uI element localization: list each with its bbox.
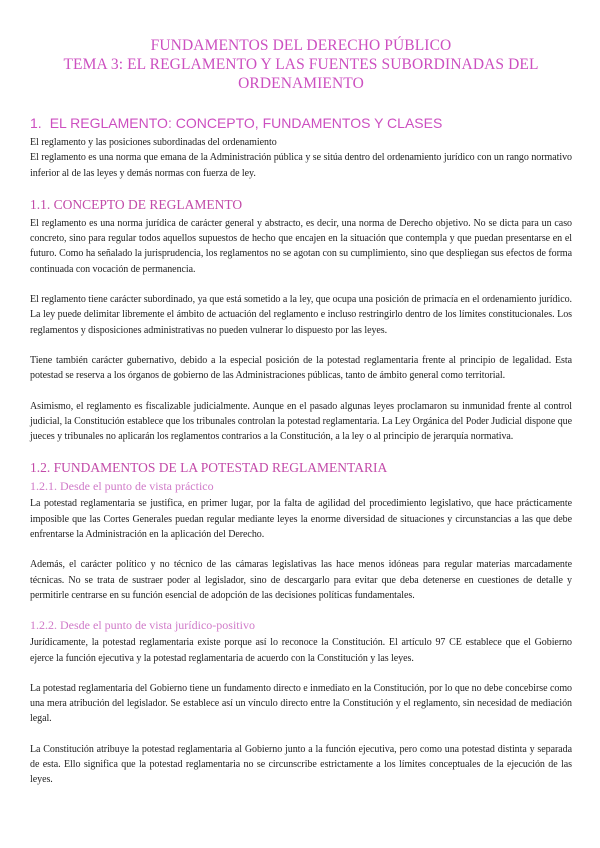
section-1-1-heading: 1.1. CONCEPTO DE REGLAMENTO — [30, 196, 243, 212]
section-1-2-1-paragraph-1: La potestad reglamentaria se justifica, en primer lugar, por la falta de agilidad del procedimiento legislativo, que hace prácticamente imposible que las Cortes Generales puedan regular mediante leyes la enorme diversidad de situaciones y circunstancias a las que debe enfrentarse la Administración en la aplicación del Derecho. — [30, 498, 572, 541]
section-1-1-paragraph-2: El reglamento tiene carácter subordinado, ya que está sometido a la ley, que ocupa una posición de primacía en el ordenamiento jurídico. La ley puede delimitar libremente el ámbito de actuación del reglamento e incluso restringirlo dentro de los límites constitucionales. Los reglamentos y disposiciones administrativas no pueden vulnerar lo dispuesto por las leyes. — [30, 294, 572, 336]
section-1-title: EL REGLAMENTO: CONCEPTO, FUNDAMENTOS Y CLASES — [49, 115, 443, 131]
section-1-1-paragraph-4: Asimismo, el reglamento es fiscalizable judicialmente. Aunque en el pasado algunas leyes proclamaron su inmunidad frente al control judicial, la Constitución establece que los tribunales controlan la potestad reglamentaria. La Ley Orgánica del Poder Judicial dispone que jueces y tribunales no aplicarán los reglamentos contrarios a la Constitución, a la ley o al principio de jerarquía normativa. — [30, 400, 572, 443]
title-line-topic: TEMA 3: EL REGLAMENTO Y LAS FUENTES SUBORDINADAS DEL — [63, 56, 539, 73]
title-line-topic-continued: ORDENAMIENTO — [238, 75, 364, 92]
section-1-2-1-heading: 1.2.1. Desde el punto de vista práctico — [30, 479, 214, 494]
section-1-2-2-paragraph-3: La Constitución atribuye la potestad reglamentaria al Gobierno junto a la función ejecutiva, pero como una potestad distinta y separada de esta. Ello significa que la potestad reglamentaria no se circunscribe estrictamente a los límites conceptuales de la ejecución de las leyes. — [30, 743, 572, 786]
section-1-intro-line: El reglamento y las posiciones subordinadas del ordenamiento — [30, 137, 277, 148]
section-1-number: 1. — [30, 115, 42, 131]
section-1-heading — [30, 115, 572, 132]
section-1-2-2-heading: 1.2.2. Desde el punto de vista jurídico-positivo — [30, 618, 255, 633]
section-1-2-1-paragraph-2: Además, el carácter político y no técnico de las cámaras legislativas las hace menos idóneas para regular materias marcadamente técnicas. No se trata de sustraer poder al legislador, sino de descargarlo para evitar que deba detenerse en cuestiones de detalle y permitirle centrarse en su función esencial de adopción de las decisiones políticas fundamentales. — [30, 559, 572, 601]
section-1-2-2-paragraph-1: Jurídicamente, la potestad reglamentaria existe porque así lo reconoce la Constitución. El artículo 97 CE establece que el Gobierno ejerce la función ejecutiva y la potestad reglamentaria de acuerdo con la Constitución y las leyes. — [30, 637, 572, 664]
section-1-2-2-paragraph-2: La potestad reglamentaria del Gobierno tiene un fundamento directo e inmediato en la Constitución, por lo que no debe concebirse como una mera atribución del legislador. Se establece así un vínculo directo entre la Constitución y el reglamento, sin necesidad de mediación legal. — [30, 682, 572, 725]
title-line-subject: FUNDAMENTOS DEL DERECHO PÚBLICO — [150, 37, 452, 54]
section-1-1-paragraph-1: El reglamento es una norma jurídica de carácter general y abstracto, es decir, una norma de Derecho objetivo. No se dicta para un caso concreto, sino para regular todos aquellos supuestos de hecho que encajen en la situación que contempla y que puedan presentarse en el futuro. Como ha señalado la jurisprudencia, los reglamentos no se agotan con su cumplimiento, sino que despliegan sus efectos de forma continuada con vocación de permanencia. — [30, 217, 572, 275]
section-1-2-heading: 1.2. FUNDAMENTOS DE LA POTESTAD REGLAMENTARIA — [30, 460, 388, 476]
section-1-1-paragraph-3: Tiene también carácter gubernativo, debido a la especial posición de la potestad reglamentaria frente al principio de legalidad. Esta potestad se reserva a los órganos de gobierno de las Administraciones públicas, tanto de ámbito general como territorial. — [30, 354, 572, 382]
document-title — [30, 36, 572, 93]
section-1-intro-paragraph: El reglamento es una norma que emana de la Administración pública y se sitúa dentro del ordenamiento jurídico con un rango normativo inferior al de las leyes y demás normas con fuerza de ley. — [30, 152, 572, 179]
